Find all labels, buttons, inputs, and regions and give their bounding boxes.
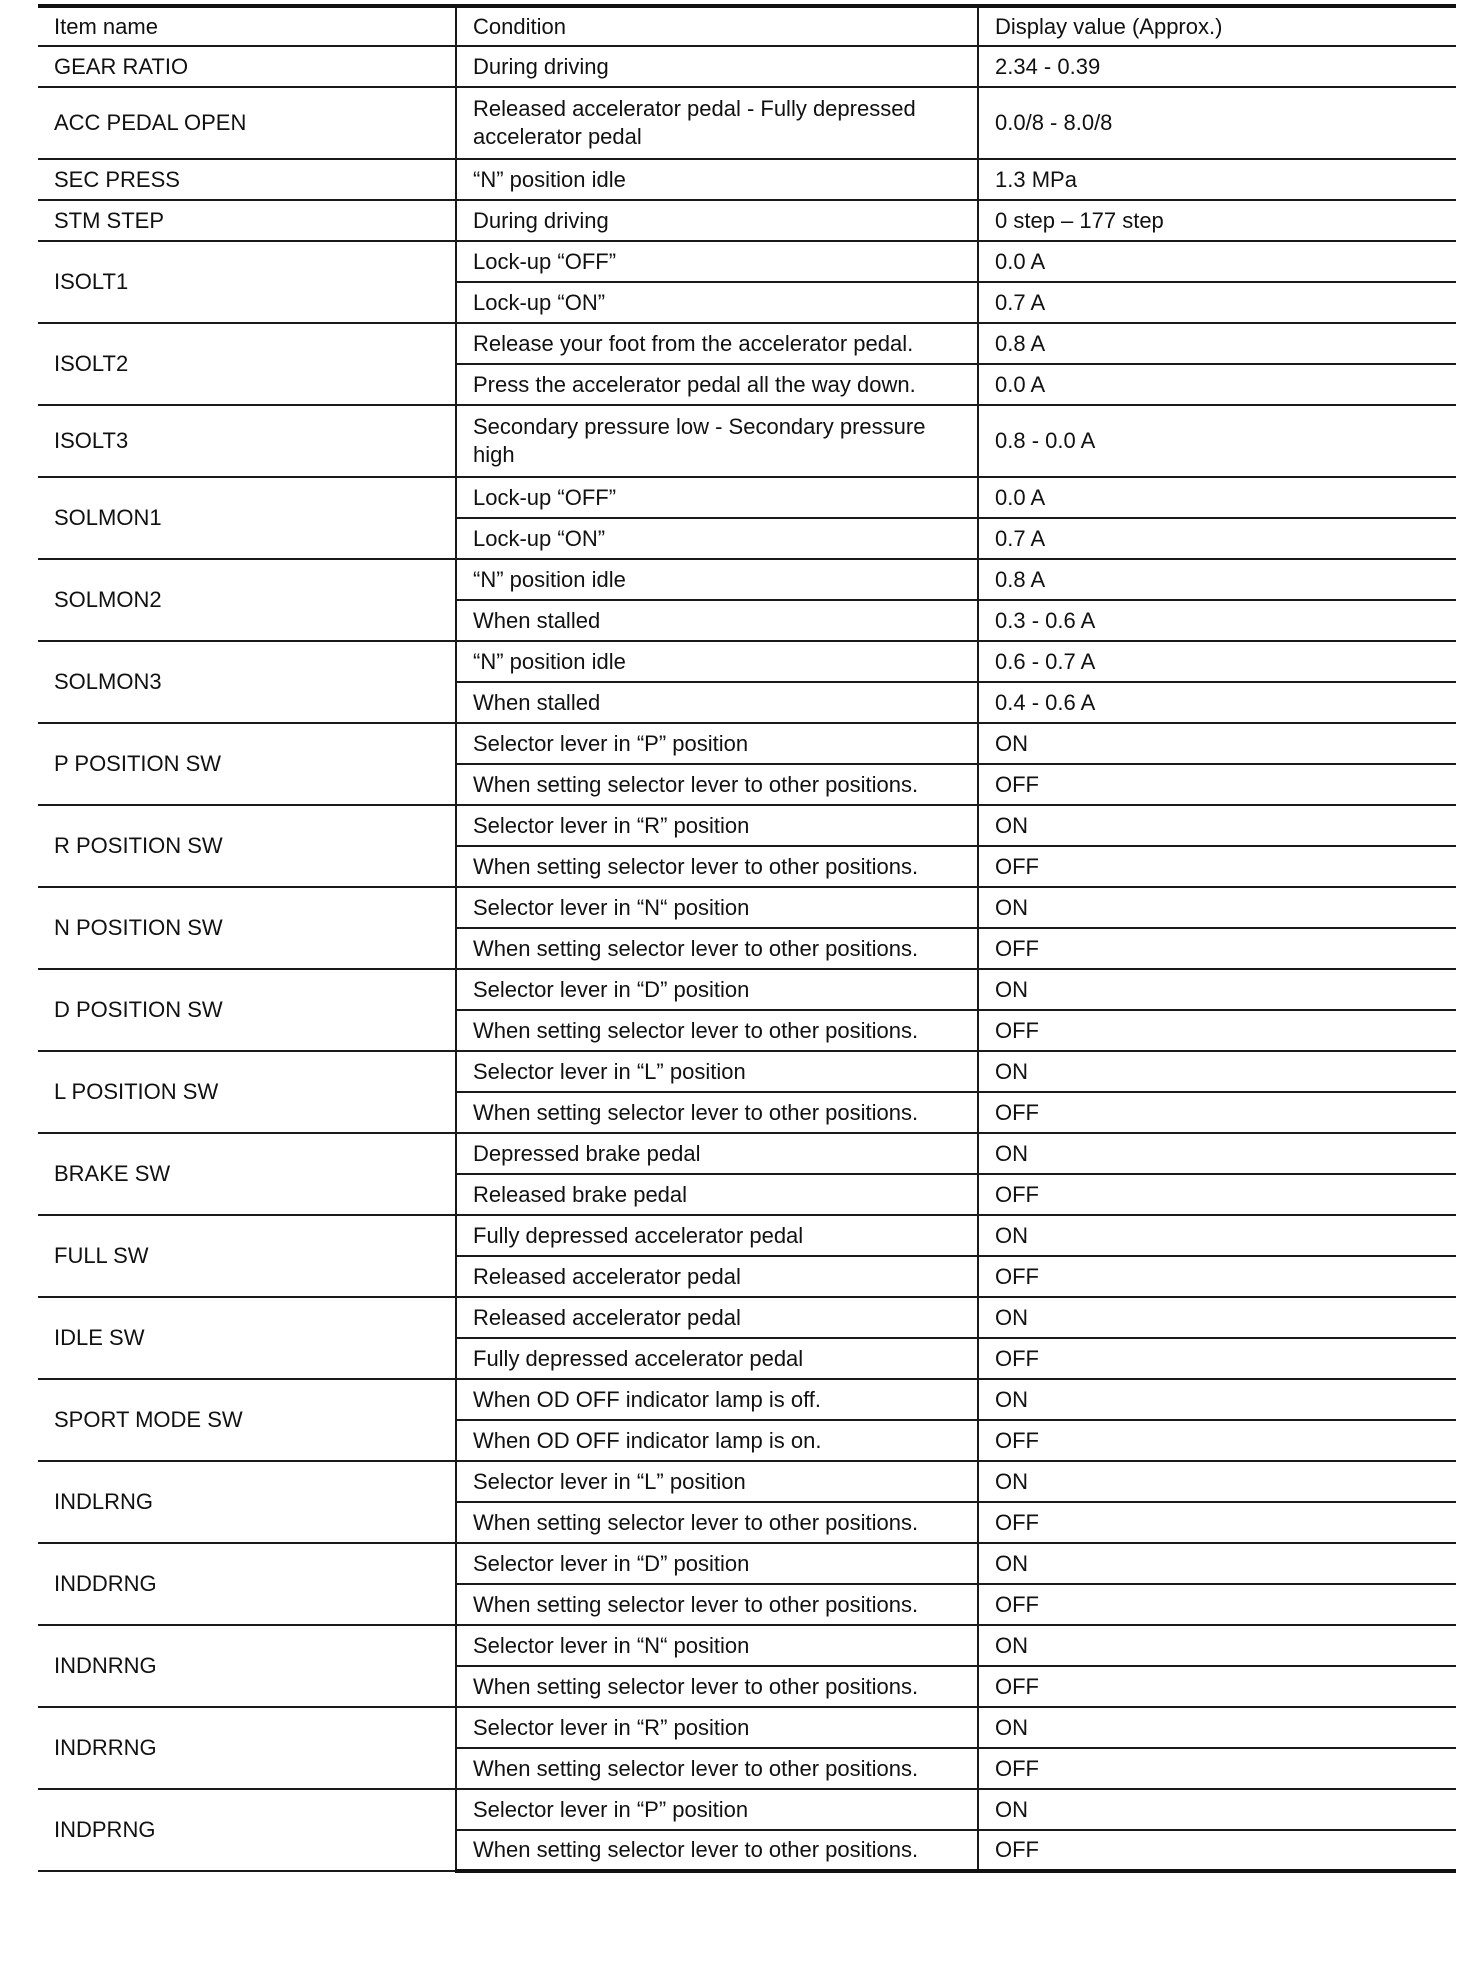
condition-cell: Released brake pedal bbox=[456, 1174, 978, 1215]
table-row bbox=[38, 1051, 1456, 1092]
table-row bbox=[38, 1789, 1456, 1830]
table-row bbox=[38, 1379, 1456, 1420]
condition-cell: Secondary pressure low - Secondary pressure high bbox=[456, 405, 978, 477]
item-name-cell: INDNRNG bbox=[38, 1625, 456, 1707]
condition-cell: “N” position idle bbox=[456, 559, 978, 600]
display-value-cell: 0.0 A bbox=[978, 364, 1456, 405]
item-name-cell: BRAKE SW bbox=[38, 1133, 456, 1215]
display-value-cell: OFF bbox=[978, 846, 1456, 887]
display-value-cell: OFF bbox=[978, 764, 1456, 805]
condition-cell: When setting selector lever to other positions. bbox=[456, 1010, 978, 1051]
display-value-cell: OFF bbox=[978, 1338, 1456, 1379]
condition-cell: When setting selector lever to other positions. bbox=[456, 846, 978, 887]
display-value-cell: OFF bbox=[978, 1010, 1456, 1051]
item-name-cell: INDPRNG bbox=[38, 1789, 456, 1871]
table-row bbox=[38, 969, 1456, 1010]
display-value-cell: ON bbox=[978, 1707, 1456, 1748]
condition-cell: Lock-up “OFF” bbox=[456, 241, 978, 282]
condition-cell: Selector lever in “P” position bbox=[456, 723, 978, 764]
display-value-cell: 0.7 A bbox=[978, 518, 1456, 559]
condition-cell: Selector lever in “N“ position bbox=[456, 887, 978, 928]
condition-cell: Fully depressed accelerator pedal bbox=[456, 1338, 978, 1379]
header-item-name: Item name bbox=[38, 6, 456, 46]
display-value-cell: ON bbox=[978, 887, 1456, 928]
table-row bbox=[38, 805, 1456, 846]
item-name-cell: R POSITION SW bbox=[38, 805, 456, 887]
display-value-cell: OFF bbox=[978, 1256, 1456, 1297]
item-name-cell: ISOLT2 bbox=[38, 323, 456, 405]
condition-cell: When setting selector lever to other positions. bbox=[456, 928, 978, 969]
condition-cell: Press the accelerator pedal all the way down. bbox=[456, 364, 978, 405]
display-value-cell: 0 step – 177 step bbox=[978, 200, 1456, 241]
display-value-cell: ON bbox=[978, 1051, 1456, 1092]
display-value-cell: ON bbox=[978, 805, 1456, 846]
condition-cell: Lock-up “OFF” bbox=[456, 477, 978, 518]
display-value-cell: OFF bbox=[978, 1174, 1456, 1215]
table-row bbox=[38, 46, 1456, 87]
item-name-cell: INDLRNG bbox=[38, 1461, 456, 1543]
table-row bbox=[38, 200, 1456, 241]
item-name-cell: INDDRNG bbox=[38, 1543, 456, 1625]
table-header-row bbox=[38, 6, 1456, 46]
condition-cell: When setting selector lever to other positions. bbox=[456, 764, 978, 805]
table-row bbox=[38, 405, 1456, 477]
condition-cell: Lock-up “ON” bbox=[456, 518, 978, 559]
table-row bbox=[38, 641, 1456, 682]
display-value-cell: 0.8 A bbox=[978, 323, 1456, 364]
condition-cell: When OD OFF indicator lamp is off. bbox=[456, 1379, 978, 1420]
table-row bbox=[38, 723, 1456, 764]
display-value-cell: ON bbox=[978, 723, 1456, 764]
table-row bbox=[38, 87, 1456, 159]
condition-cell: Released accelerator pedal - Fully depressed accelerator pedal bbox=[456, 87, 978, 159]
display-value-cell: ON bbox=[978, 969, 1456, 1010]
item-name-cell: STM STEP bbox=[38, 200, 456, 241]
display-value-cell: 0.7 A bbox=[978, 282, 1456, 323]
display-value-cell: OFF bbox=[978, 928, 1456, 969]
table-row bbox=[38, 1461, 1456, 1502]
table-row bbox=[38, 1133, 1456, 1174]
condition-cell: “N” position idle bbox=[456, 641, 978, 682]
display-value-cell: ON bbox=[978, 1215, 1456, 1256]
condition-cell: When setting selector lever to other positions. bbox=[456, 1748, 978, 1789]
table-row bbox=[38, 1297, 1456, 1338]
condition-cell: Depressed brake pedal bbox=[456, 1133, 978, 1174]
header-condition: Condition bbox=[456, 6, 978, 46]
condition-cell: When setting selector lever to other positions. bbox=[456, 1830, 978, 1871]
display-value-cell: OFF bbox=[978, 1420, 1456, 1461]
item-name-cell: ISOLT1 bbox=[38, 241, 456, 323]
display-value-cell: OFF bbox=[978, 1092, 1456, 1133]
condition-cell: When setting selector lever to other positions. bbox=[456, 1584, 978, 1625]
table-row bbox=[38, 159, 1456, 200]
display-value-cell: OFF bbox=[978, 1748, 1456, 1789]
table-row bbox=[38, 887, 1456, 928]
condition-cell: Fully depressed accelerator pedal bbox=[456, 1215, 978, 1256]
table-row bbox=[38, 559, 1456, 600]
item-name-cell: N POSITION SW bbox=[38, 887, 456, 969]
data-monitor-table bbox=[38, 4, 1456, 1873]
display-value-cell: OFF bbox=[978, 1666, 1456, 1707]
condition-cell: When setting selector lever to other positions. bbox=[456, 1502, 978, 1543]
condition-cell: Selector lever in “L” position bbox=[456, 1051, 978, 1092]
display-value-cell: ON bbox=[978, 1379, 1456, 1420]
display-value-cell: ON bbox=[978, 1297, 1456, 1338]
condition-cell: Selector lever in “N“ position bbox=[456, 1625, 978, 1666]
item-name-cell: INDRRNG bbox=[38, 1707, 456, 1789]
display-value-cell: 0.4 - 0.6 A bbox=[978, 682, 1456, 723]
condition-cell: Selector lever in “R” position bbox=[456, 1707, 978, 1748]
display-value-cell: 0.8 A bbox=[978, 559, 1456, 600]
display-value-cell: 0.0/8 - 8.0/8 bbox=[978, 87, 1456, 159]
header-display-value: Display value (Approx.) bbox=[978, 6, 1456, 46]
display-value-cell: 0.8 - 0.0 A bbox=[978, 405, 1456, 477]
condition-cell: When setting selector lever to other positions. bbox=[456, 1092, 978, 1133]
condition-cell: When stalled bbox=[456, 600, 978, 641]
condition-cell: Lock-up “ON” bbox=[456, 282, 978, 323]
item-name-cell: SOLMON1 bbox=[38, 477, 456, 559]
display-value-cell: OFF bbox=[978, 1584, 1456, 1625]
item-name-cell: ACC PEDAL OPEN bbox=[38, 87, 456, 159]
display-value-cell: 2.34 - 0.39 bbox=[978, 46, 1456, 87]
table-body bbox=[38, 46, 1456, 1871]
display-value-cell: 0.0 A bbox=[978, 241, 1456, 282]
item-name-cell: GEAR RATIO bbox=[38, 46, 456, 87]
display-value-cell: ON bbox=[978, 1543, 1456, 1584]
display-value-cell: OFF bbox=[978, 1502, 1456, 1543]
condition-cell: Released accelerator pedal bbox=[456, 1256, 978, 1297]
display-value-cell: OFF bbox=[978, 1830, 1456, 1871]
display-value-cell: ON bbox=[978, 1461, 1456, 1502]
condition-cell: Release your foot from the accelerator pedal. bbox=[456, 323, 978, 364]
table-row bbox=[38, 477, 1456, 518]
condition-cell: Selector lever in “D” position bbox=[456, 1543, 978, 1584]
display-value-cell: 0.6 - 0.7 A bbox=[978, 641, 1456, 682]
display-value-cell: ON bbox=[978, 1625, 1456, 1666]
item-name-cell: SEC PRESS bbox=[38, 159, 456, 200]
table-row bbox=[38, 1625, 1456, 1666]
table-row bbox=[38, 1215, 1456, 1256]
item-name-cell: L POSITION SW bbox=[38, 1051, 456, 1133]
item-name-cell: ISOLT3 bbox=[38, 405, 456, 477]
item-name-cell: SOLMON2 bbox=[38, 559, 456, 641]
item-name-cell: D POSITION SW bbox=[38, 969, 456, 1051]
table-row bbox=[38, 323, 1456, 364]
condition-cell: During driving bbox=[456, 46, 978, 87]
condition-cell: “N” position idle bbox=[456, 159, 978, 200]
condition-cell: Selector lever in “D” position bbox=[456, 969, 978, 1010]
display-value-cell: 0.0 A bbox=[978, 477, 1456, 518]
condition-cell: When stalled bbox=[456, 682, 978, 723]
table-row bbox=[38, 1543, 1456, 1584]
condition-cell: When setting selector lever to other positions. bbox=[456, 1666, 978, 1707]
table-row bbox=[38, 1707, 1456, 1748]
display-value-cell: ON bbox=[978, 1133, 1456, 1174]
item-name-cell: SPORT MODE SW bbox=[38, 1379, 456, 1461]
item-name-cell: SOLMON3 bbox=[38, 641, 456, 723]
condition-cell: Selector lever in “L” position bbox=[456, 1461, 978, 1502]
item-name-cell: FULL SW bbox=[38, 1215, 456, 1297]
display-value-cell: 1.3 MPa bbox=[978, 159, 1456, 200]
condition-cell: When OD OFF indicator lamp is on. bbox=[456, 1420, 978, 1461]
condition-cell: Released accelerator pedal bbox=[456, 1297, 978, 1338]
condition-cell: Selector lever in “P” position bbox=[456, 1789, 978, 1830]
condition-cell: During driving bbox=[456, 200, 978, 241]
spec-document bbox=[38, 4, 1456, 1873]
condition-cell: Selector lever in “R” position bbox=[456, 805, 978, 846]
display-value-cell: ON bbox=[978, 1789, 1456, 1830]
item-name-cell: IDLE SW bbox=[38, 1297, 456, 1379]
table-row bbox=[38, 241, 1456, 282]
display-value-cell: 0.3 - 0.6 A bbox=[978, 600, 1456, 641]
item-name-cell: P POSITION SW bbox=[38, 723, 456, 805]
